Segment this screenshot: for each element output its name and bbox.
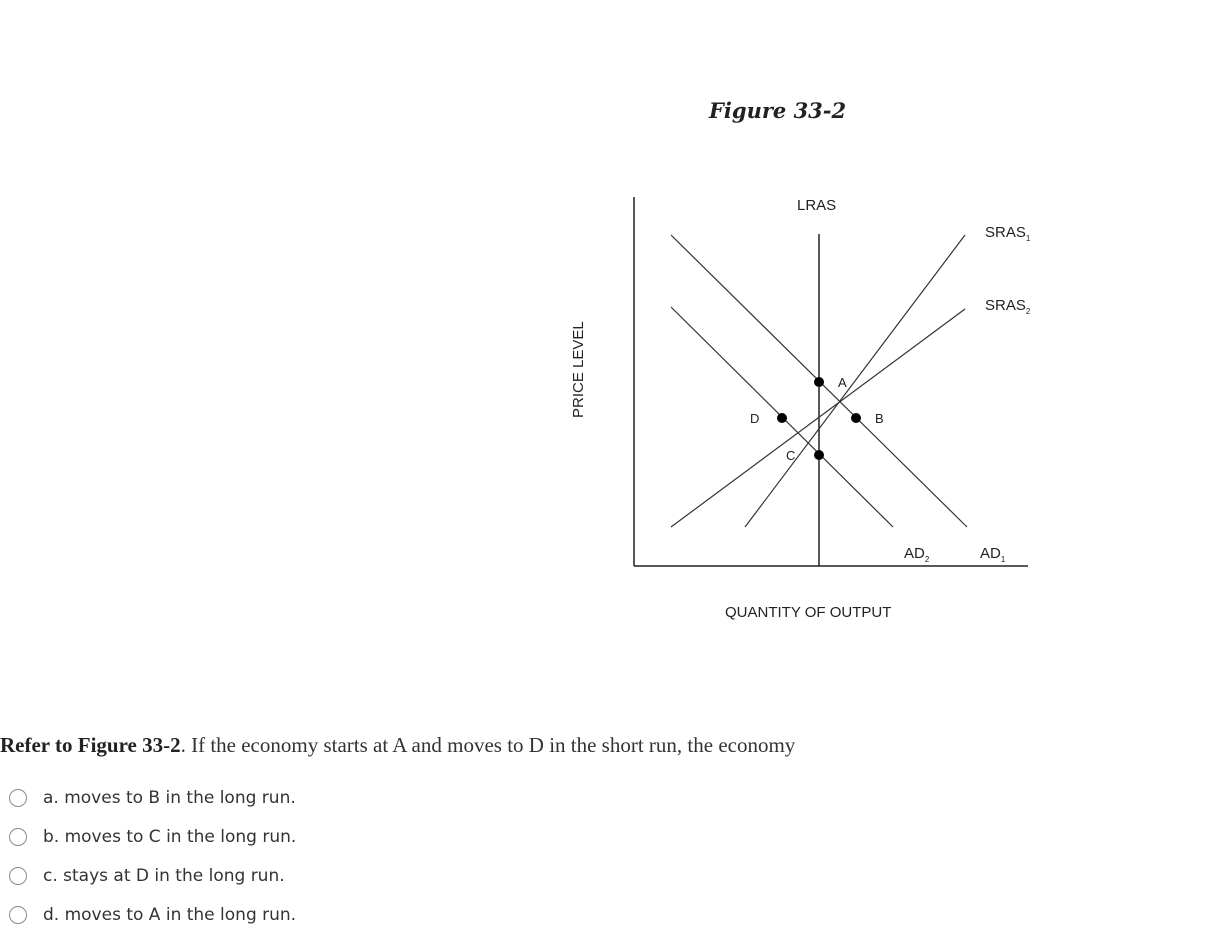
point-c-marker — [814, 450, 824, 460]
option-c[interactable] — [9, 856, 296, 895]
option-d[interactable] — [9, 895, 296, 934]
point-d-marker — [777, 413, 787, 423]
point-b-marker — [851, 413, 861, 423]
sras2-label: $SRAS_2$ — [985, 297, 1031, 316]
point-c-label: C — [786, 448, 796, 463]
lras-label: LRAS — [797, 197, 837, 214]
option-d-label[interactable]: d. moves to A in the long run. — [43, 904, 297, 925]
point-b-label: B — [875, 411, 884, 426]
figure-reference: Refer to Figure 33-2 — [0, 733, 181, 757]
sras2-subscript: 2 — [1025, 307, 1031, 316]
radio-button-c[interactable] — [9, 867, 27, 885]
radio-button-a[interactable] — [9, 789, 27, 807]
sras1-label: $SRAS_1$ — [985, 224, 1031, 243]
ad2-label: $AD_2$ — [904, 545, 930, 564]
option-a[interactable] — [9, 778, 296, 817]
x-axis-label: QUANTITY OF OUTPUT — [725, 604, 892, 621]
point-a-marker — [814, 377, 824, 387]
point-d-label: D — [750, 411, 760, 426]
question-text — [0, 733, 795, 758]
option-b-label[interactable]: b. moves to C in the long run. — [43, 826, 297, 847]
sras2-line — [671, 309, 965, 527]
sras1-line — [745, 235, 965, 527]
sras1-subscript: 1 — [1025, 234, 1031, 243]
radio-button-b[interactable] — [9, 828, 27, 846]
point-a-label: A — [838, 375, 847, 390]
radio-button-d[interactable] — [9, 906, 27, 924]
option-b[interactable] — [9, 817, 296, 856]
ad1-label: $AD_1$ — [980, 545, 1006, 564]
figure-title: Figure 33-2 — [709, 98, 847, 123]
ad1-subscript: 1 — [1000, 555, 1006, 564]
ad2-subscript: 2 — [924, 555, 930, 564]
option-a-label[interactable]: a. moves to B in the long run. — [43, 787, 296, 808]
answer-options — [9, 778, 296, 934]
y-axis-label: PRICE LEVEL — [570, 321, 587, 418]
option-c-label[interactable]: c. stays at D in the long run. — [43, 865, 285, 886]
question-body: . If the economy starts at A and moves to D in the short run, the economy — [180, 733, 796, 757]
